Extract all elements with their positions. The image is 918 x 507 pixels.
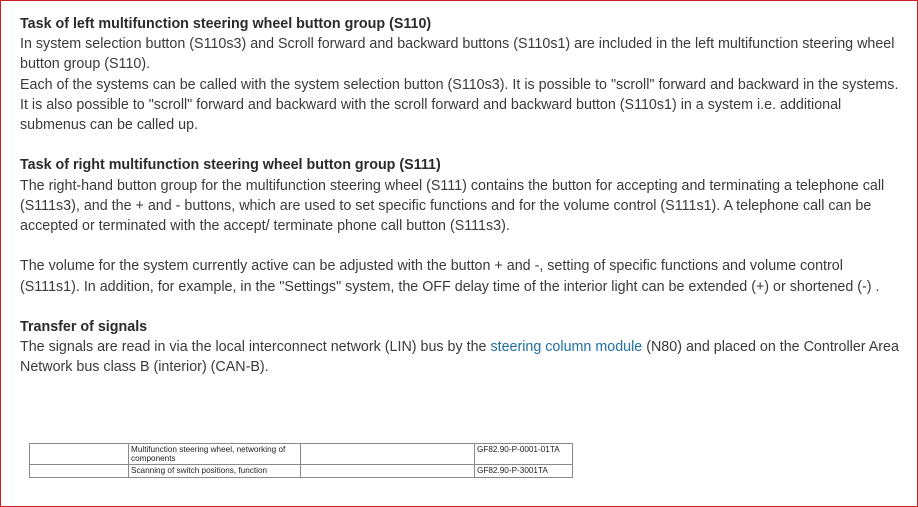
table-cell-document[interactable]: GF82.90-P-3001TA — [475, 465, 573, 477]
section-volume-control — [20, 256, 904, 296]
section-right-button-group — [20, 155, 904, 236]
section-heading: Task of right multifunction steering wheel button group (S111) — [20, 157, 441, 174]
table-cell-empty — [301, 465, 475, 477]
table-cell-empty — [301, 444, 475, 465]
signals-text: The signals are read in via the local interconnect network (LIN) bus by the — [20, 339, 491, 356]
reference-table — [29, 443, 573, 478]
paragraph — [20, 337, 904, 377]
section-transfer-of-signals — [20, 317, 904, 378]
section-left-button-group — [20, 14, 904, 135]
table-row — [30, 465, 573, 477]
paragraph: Each of the systems can be called with the system selection button (S110s3). It is possible to "scroll" forward and backward in the systems. It is also possible to "scroll" forward and backward with the scroll forward and backward button (S110s1) in a system i.e. additional submenus can be called up. — [20, 76, 899, 134]
table-cell-description: Scanning of switch positions, function — [129, 465, 301, 477]
paragraph: The volume for the system currently active can be adjusted with the button + and -, setting of specific functions and volume control (S111s1). In addition, for example, in the "Settings" system, the OFF delay time of the interior light can be extended (+) or shortened (-) . — [20, 258, 880, 295]
table-row — [30, 444, 573, 465]
section-heading: Transfer of signals — [20, 319, 148, 335]
paragraph: In system selection button (S110s3) and Scroll forward and backward buttons (S110s1) are included in the left multifunction steering wheel button group (S110). — [20, 36, 895, 73]
steering-column-module-link[interactable]: steering column module — [490, 339, 643, 356]
table-cell-empty — [30, 465, 129, 477]
paragraph: The right-hand button group for the multifunction steering wheel (S111) contains the button for accepting and terminating a telephone call (S111s3), and the + and - buttons, which are used to set specific functions and for the volume control (S111s1). A telephone call can be accepted or terminated with the accept/ terminate phone call button (S111s3). — [20, 177, 885, 235]
document-body — [20, 14, 904, 398]
table-cell-empty — [30, 444, 129, 465]
section-heading: Task of left multifunction steering wheel button group (S110) — [20, 16, 432, 32]
table-cell-description: Multifunction steering wheel, networking of components — [129, 444, 301, 465]
signals-text: (N80) and placed on the Controller Area Network bus class B (interior) (CAN-B). — [20, 339, 899, 376]
table-cell-document[interactable]: GF82.90-P-0001-01TA — [475, 444, 573, 465]
